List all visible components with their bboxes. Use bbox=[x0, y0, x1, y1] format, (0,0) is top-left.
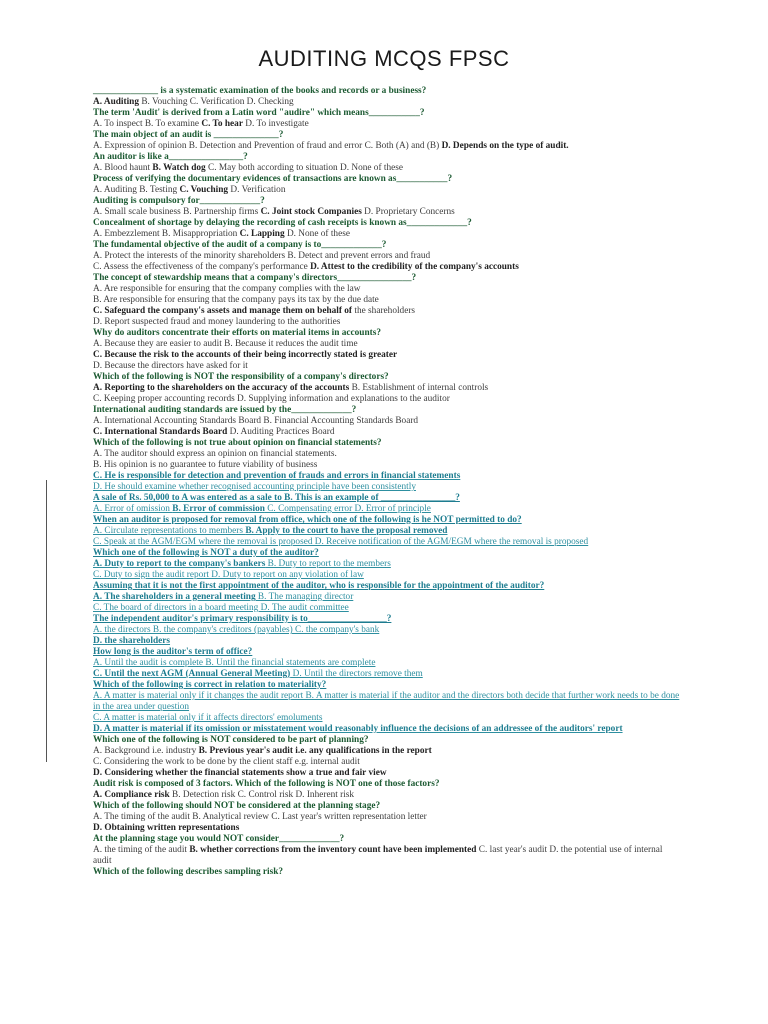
line-text: ______________ is a systematic examination of the books and records or a business? bbox=[93, 86, 427, 96]
link-option-line[interactable] bbox=[93, 570, 683, 581]
option-line bbox=[93, 185, 683, 196]
option-line bbox=[93, 163, 683, 174]
option-line bbox=[93, 460, 683, 471]
line-text: D. Until the directors remove them bbox=[290, 669, 423, 679]
line-text: C. last year's audit D. the potential use of internal audit bbox=[93, 845, 663, 866]
question-line bbox=[93, 779, 683, 790]
answer-text: D. Attest to the credibility of the company's accounts bbox=[310, 262, 519, 272]
question-line bbox=[93, 108, 683, 119]
line-text: C. Assess the effectiveness of the company's performance bbox=[93, 262, 311, 272]
option-line bbox=[93, 262, 683, 273]
answer-text: C. Joint stock Companies bbox=[260, 207, 362, 217]
option-line bbox=[93, 306, 683, 317]
question-line bbox=[93, 218, 683, 229]
question-line bbox=[93, 735, 683, 746]
option-line bbox=[93, 229, 683, 240]
line-text: D. Because the directors have asked for it bbox=[93, 361, 248, 371]
line-text: D. Report suspected fraud and money laundering to the authorities bbox=[93, 317, 341, 327]
answer-text: D. the shareholders bbox=[93, 636, 171, 646]
option-line bbox=[93, 119, 683, 130]
line-text: An auditor is like a________________? bbox=[93, 152, 248, 162]
link-option-line[interactable] bbox=[93, 504, 683, 515]
question-line bbox=[93, 196, 683, 207]
line-text: Process of verifying the documentary evidences of transactions are known as___________? bbox=[93, 174, 453, 184]
answer-text: C. Vouching bbox=[179, 185, 229, 195]
link-option-line[interactable] bbox=[93, 724, 683, 735]
answer-text: B. Previous year's audit i.e. any qualifications in the report bbox=[198, 746, 432, 756]
answer-text: A. Reporting to the shareholders on the accuracy of the accounts bbox=[93, 383, 350, 393]
option-line bbox=[93, 449, 683, 460]
line-text: A. Until the audit is complete B. Until the financial statements are complete bbox=[93, 658, 376, 668]
line-text: A. Blood haunt bbox=[93, 163, 153, 173]
link-question-line[interactable] bbox=[93, 680, 683, 691]
option-line bbox=[93, 416, 683, 427]
option-line bbox=[93, 427, 683, 438]
link-option-line[interactable] bbox=[93, 559, 683, 570]
line-text: B. His opinion is no guarantee to future viability of business bbox=[93, 460, 318, 470]
line-text: Which of the following describes sampling risk? bbox=[93, 867, 284, 877]
option-line bbox=[93, 339, 683, 350]
line-text: C. A matter is material only if it affects directors' emoluments bbox=[93, 713, 323, 723]
page-title: AUDITING MCQS FPSC bbox=[258, 46, 510, 71]
line-text: C. Considering the work to be done by the client staff e.g. internal audit bbox=[93, 757, 360, 767]
question-line bbox=[93, 130, 683, 141]
line-text: A. Auditing B. Testing bbox=[93, 185, 180, 195]
answer-text: C. Safeguard the company's assets and manage them on behalf of bbox=[93, 306, 353, 316]
link-question-line[interactable] bbox=[93, 614, 683, 625]
answer-text: B. Error of commission bbox=[172, 504, 265, 514]
answer-text: D. Considering whether the financial statements show a true and fair view bbox=[93, 768, 387, 778]
question-line bbox=[93, 801, 683, 812]
line-text: A. the directors B. the company's creditors (payables) C. the company's bank bbox=[93, 625, 380, 635]
option-line bbox=[93, 845, 683, 867]
answer-text: B. whether corrections from the inventory count have been implemented bbox=[189, 845, 477, 855]
link-option-line[interactable] bbox=[93, 482, 683, 493]
link-option-line[interactable] bbox=[93, 658, 683, 669]
line-text: B. Detection risk C. Control risk D. Inherent risk bbox=[169, 790, 355, 800]
line-text: The term 'Audit' is derived from a Latin word "audire" which means___________? bbox=[93, 108, 425, 118]
line-text: The main object of an audit is ______________? bbox=[93, 130, 284, 140]
question-line bbox=[93, 867, 683, 878]
option-line bbox=[93, 207, 683, 218]
question-line bbox=[93, 328, 683, 339]
line-text: Assuming that it is not the first appointment of the auditor, who is responsible for the appointment of the auditor? bbox=[93, 581, 545, 591]
line-text: C. Compensating error D. Error of principle bbox=[264, 504, 431, 514]
line-text: A. The timing of the audit B. Analytical review C. Last year's written representation letter bbox=[93, 812, 427, 822]
option-line bbox=[93, 361, 683, 372]
line-text: International auditing standards are issued by the_____________? bbox=[93, 405, 357, 415]
option-line bbox=[93, 295, 683, 306]
line-text: The independent auditor's primary responsibility is to_________________? bbox=[93, 614, 392, 624]
option-line bbox=[93, 317, 683, 328]
line-text: A. Error of omission bbox=[93, 504, 173, 514]
line-text: D. Proprietary Concerns bbox=[361, 207, 455, 217]
option-line bbox=[93, 823, 683, 834]
line-text: D. To investigate bbox=[242, 119, 309, 129]
link-option-line[interactable] bbox=[93, 669, 683, 680]
answer-text: C. He is responsible for detection and prevention of frauds and errors in financial statements bbox=[93, 471, 461, 481]
line-text: A. The auditor should express an opinion on financial statements. bbox=[93, 449, 337, 459]
option-line bbox=[93, 757, 683, 768]
line-text: At the planning stage you would NOT consider_____________? bbox=[93, 834, 345, 844]
line-text: A. Are responsible for ensuring that the company complies with the law bbox=[93, 284, 361, 294]
link-option-line[interactable] bbox=[93, 537, 683, 548]
line-text: A. Small scale business B. Partnership firms bbox=[93, 207, 261, 217]
option-line bbox=[93, 284, 683, 295]
question-line bbox=[93, 152, 683, 163]
line-text: Which of the following is correct in relation to materiality? bbox=[93, 680, 327, 690]
link-question-line[interactable] bbox=[93, 515, 683, 526]
question-line bbox=[93, 273, 683, 284]
line-text: The fundamental objective of the audit of a company is to_____________? bbox=[93, 240, 387, 250]
question-line bbox=[93, 438, 683, 449]
answer-text: C. Lapping bbox=[239, 229, 285, 239]
answer-text: D. Depends on the type of audit. bbox=[441, 141, 569, 151]
line-text: C. Speak at the AGM/EGM where the removal is proposed D. Receive notification of the AGM/EGM where the removal is proposed bbox=[93, 537, 589, 547]
margin-rule bbox=[46, 480, 47, 762]
option-line bbox=[93, 141, 683, 152]
answer-text: B. Apply to the court to have the proposal removed bbox=[245, 526, 448, 536]
question-line bbox=[93, 834, 683, 845]
answer-text: C. Until the next AGM (Annual General Meeting) bbox=[93, 669, 291, 679]
link-option-line[interactable] bbox=[93, 636, 683, 647]
line-text: Which of the following is NOT the responsibility of a company's directors? bbox=[93, 372, 389, 382]
link-option-line[interactable] bbox=[93, 471, 683, 482]
line-text: the shareholders bbox=[352, 306, 416, 316]
answer-text: D. A matter is material if its omission or misstatement would reasonably influence the decisions of an addressee of the auditors' report bbox=[93, 724, 623, 734]
link-option-line[interactable] bbox=[93, 625, 683, 636]
line-text: B. Vouching C. Verification D. Checking bbox=[139, 97, 294, 107]
link-question-line[interactable] bbox=[93, 581, 683, 592]
link-question-line[interactable] bbox=[93, 548, 683, 559]
link-option-line[interactable] bbox=[93, 691, 683, 713]
line-text: C. Keeping proper accounting records D. Supplying information and explanations to the auditor bbox=[93, 394, 450, 404]
line-text: A. Background i.e. industry bbox=[93, 746, 199, 756]
line-text: How long is the auditor's term of office? bbox=[93, 647, 253, 657]
link-option-line[interactable] bbox=[93, 526, 683, 537]
line-text: A. Because they are easier to audit B. Because it reduces the audit time bbox=[93, 339, 358, 349]
question-line bbox=[93, 405, 683, 416]
link-question-line[interactable] bbox=[93, 647, 683, 658]
answer-text: C. To hear bbox=[201, 119, 243, 129]
line-text: D. He should examine whether recognised accounting principle have been consistently bbox=[93, 482, 416, 492]
link-question-line[interactable] bbox=[93, 493, 683, 504]
mcq-content bbox=[93, 86, 683, 878]
link-option-line[interactable] bbox=[93, 603, 683, 614]
option-line bbox=[93, 251, 683, 262]
option-line bbox=[93, 383, 683, 394]
question-line bbox=[93, 86, 683, 97]
line-text: When an auditor is proposed for removal from office, which one of the following is he NOT permitted to do? bbox=[93, 515, 522, 525]
option-line bbox=[93, 768, 683, 779]
line-text: A sale of Rs. 50,000 to A was entered as a sale to B. This is an example of ________________? bbox=[93, 493, 460, 503]
line-text: A. A matter is material only if it changes the audit report B. A matter is material if the auditor and the directors both decide that further work needs to be done in the area under question bbox=[93, 691, 680, 712]
answer-text: A. Compliance risk bbox=[93, 790, 170, 800]
line-text: B. The managing director bbox=[255, 592, 354, 602]
answer-text: D. Obtaining written representations bbox=[93, 823, 240, 833]
line-text: A. Protect the interests of the minority shareholders B. Detect and prevent errors and fraud bbox=[93, 251, 431, 261]
line-text: D. None of these bbox=[284, 229, 350, 239]
line-text: D. Verification bbox=[228, 185, 286, 195]
answer-text: C. International Standards Board bbox=[93, 427, 228, 437]
line-text: A. International Accounting Standards Board B. Financial Accounting Standards Board bbox=[93, 416, 419, 426]
line-text: Which of the following should NOT be considered at the planning stage? bbox=[93, 801, 381, 811]
question-line bbox=[93, 174, 683, 185]
option-line bbox=[93, 790, 683, 801]
line-text: Concealment of shortage by delaying the recording of cash receipts is known as_____________? bbox=[93, 218, 472, 228]
line-text: Audit risk is composed of 3 factors. Which of the following is NOT one of those factors? bbox=[93, 779, 440, 789]
line-text: The concept of stewardship means that a company's directors________________? bbox=[93, 273, 417, 283]
line-text: Which one of the following is NOT considered to be part of planning? bbox=[93, 735, 369, 745]
line-text: C. The board of directors in a board meeting D. The audit committee bbox=[93, 603, 349, 613]
line-text: A. Embezzlement B. Misappropriation bbox=[93, 229, 240, 239]
answer-text: B. Watch dog bbox=[152, 163, 206, 173]
answer-text: A. Auditing bbox=[93, 97, 139, 107]
option-line bbox=[93, 394, 683, 405]
answer-text: A. The shareholders in a general meeting bbox=[93, 592, 256, 602]
answer-text: C. Because the risk to the accounts of their being incorrectly stated is greater bbox=[93, 350, 398, 360]
line-text: B. Establishment of internal controls bbox=[349, 383, 489, 393]
option-line bbox=[93, 350, 683, 361]
link-option-line[interactable] bbox=[93, 713, 683, 724]
line-text: Which of the following is not true about opinion on financial statements? bbox=[93, 438, 382, 448]
option-line bbox=[93, 746, 683, 757]
line-text: D. Auditing Practices Board bbox=[227, 427, 335, 437]
question-line bbox=[93, 240, 683, 251]
line-text: Auditing is compulsory for_____________? bbox=[93, 196, 265, 206]
line-text: A. Expression of opinion B. Detection and Prevention of fraud and error C. Both (A) and (B) bbox=[93, 141, 442, 151]
option-line bbox=[93, 812, 683, 823]
line-text: Which one of the following is NOT a duty of the auditor? bbox=[93, 548, 319, 558]
answer-text: A. Duty to report to the company's bankers bbox=[93, 559, 266, 569]
line-text: B. Are responsible for ensuring that the company pays its tax by the due date bbox=[93, 295, 379, 305]
line-text: A. the timing of the audit bbox=[93, 845, 190, 855]
line-text: Why do auditors concentrate their efforts on material items in accounts? bbox=[93, 328, 381, 338]
line-text: C. Duty to sign the audit report D. Duty to report on any violation of law bbox=[93, 570, 364, 580]
line-text: A. To inspect B. To examine bbox=[93, 119, 202, 129]
option-line bbox=[93, 97, 683, 108]
line-text: B. Duty to report to the members bbox=[265, 559, 391, 569]
question-line bbox=[93, 372, 683, 383]
line-text: C. May both according to situation D. None of these bbox=[205, 163, 403, 173]
line-text: A. Circulate representations to members bbox=[93, 526, 246, 536]
link-option-line[interactable] bbox=[93, 592, 683, 603]
